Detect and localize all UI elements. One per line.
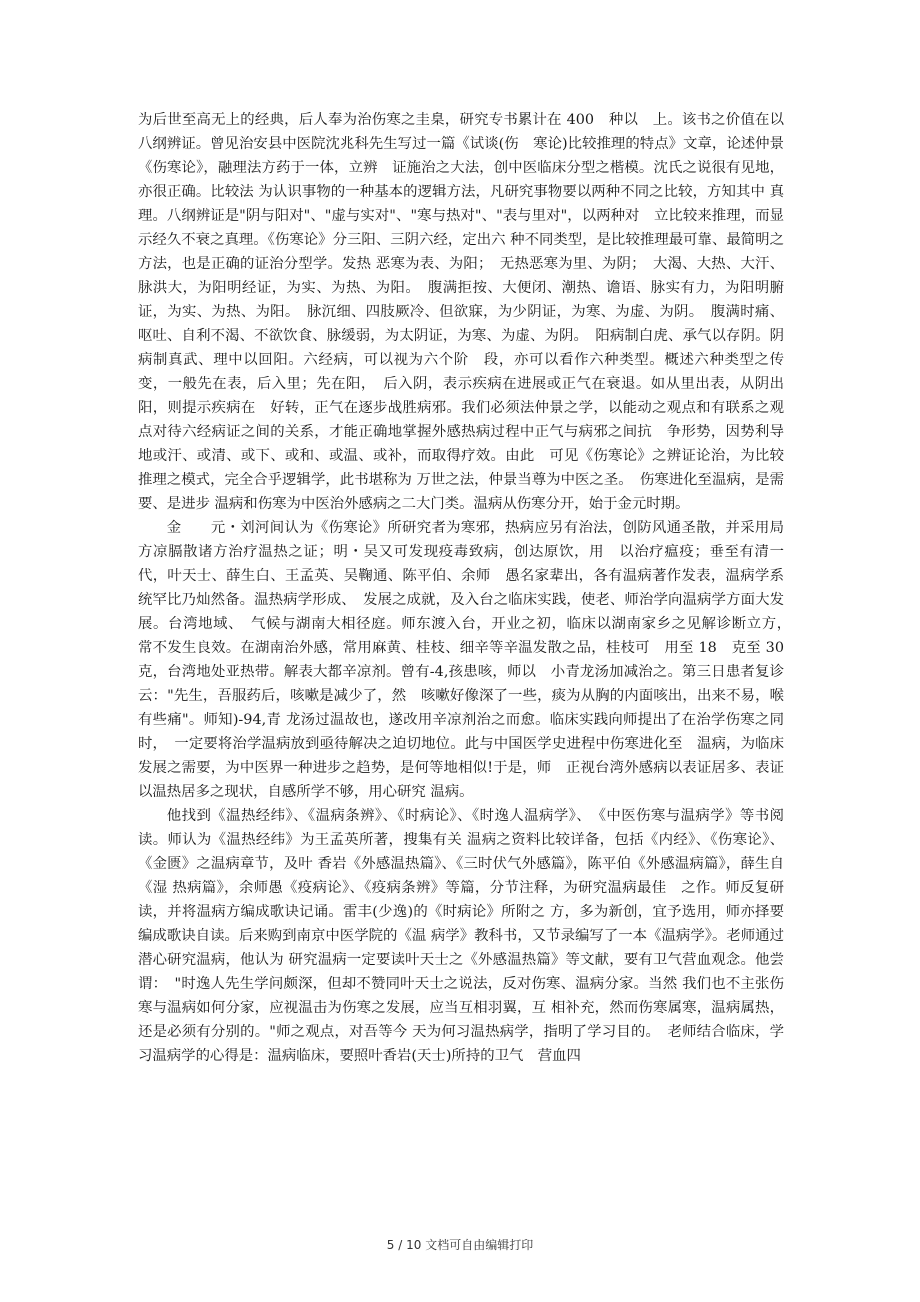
page-footer: 5 / 10 文档可自由编辑打印	[386, 1238, 534, 1252]
paragraph-3: 他找到《温热经纬》、《温病条辨》、《时病论》、《时逸人温病学》、 《中医伤寒与温病学》等书阅读。师认为《温热经纬》为王孟英所著，搜集有关 温病之资料比较详备，包括《内经》、《伤寒论》、《金匮》之温病章节，及叶 香岩《外感温热篇》、《三时伏气外感篇》，陈平伯《外感温病篇》，薛生自《湿 热病篇》，余师愚《疫病论》、《疫病条辨》等篇，分节注释，为研究温病最佳 之作。师反复研读，并将温病方编成歌诀记诵。雷丰(少逸)的《时病论》所附之 方，多为新创，宜予选用，师亦择要编成歌诀自读。后来购到南京中医学院的《温 病学》教科书，又节录编写了一本《温病学》。老师通过潜心研究温病，他认为 研究温病一定要读叶天士之《外感温热篇》等文献，要有卫气营血观念。他尝谓： "时逸人先生学问颇深，但却不赞同叶天士之说法，反对伤寒、温病分家。当然 我们也不主张伤寒与温病如何分家，应视温击为伤寒之发展，应当互相羽翼，互 相补充，然而伤寒属寒，温病属热，还是必须有分别的。"师之观点，对吾等今 天为何习温热病学，指明了学习目的。 老师结合临床，学习温病学的心得是：温病临床，要照叶香岩(天士)所持的卫气 营血四	[138, 808, 784, 1064]
paragraph-2: 金 元・刘河间认为《伤寒论》所研究者为寒邪，热病应另有治法，创防风通圣散，并采用局方凉膈散诸方治疗温热之证；明・吴又可发现疫毒致病，创达原饮，用 以治疗瘟疫；垂至有清一代，叶天士、薛生白、王孟英、吴鞠通、陈平伯、余师 愚名家辈出，各有温病著作发表，温病学系统罕比乃灿然备。温热病学形成、 发展之成就，及入台之临床实践，使老、师治学向温病学方面大发展。台湾地域、 气候与湖南大相径庭。师东渡入台，开业之初，临床以湖南家乡之见解诊断立方， 常不发生良效。在湖南治外感，常用麻黄、桂枝、细辛等辛温发散之品，桂枝可 用至 18 克至 30 克，台湾地处亚热带。解表大都辛凉剂。曾有-4,孩患咳，师以 小青龙汤加减治之。第三日患者复诊云："先生，吾服药后，咳嗽是减少了，然 咳嗽好像深了一些，痰为从胸的内面咳出，出来不易，喉有些痛"。师知)-94,青 龙汤过温故也，遂改用辛凉剂治之而愈。临床实践向师提出了在治学伤寒之同时， 一定要将治学温病放到亟待解决之迫切地位。此与中国医学史进程中伤寒进化至 温病，为临床发展之需要，为中医界一种进步之趋势，是何等地相似!于是，师 正视台湾外感病以表证居多、表证以温热居多之现状，自感所学不够，用心研究 温病。	[138, 520, 799, 800]
document-body	[138, 108, 799, 1068]
paragraph-1: 为后世至高无上的经典，后人奉为治伤寒之圭臬，研究专书累计在 400 种以 上。该书之价值在以八纲辨证。曾见治安县中医院沈兆科先生写过一篇《试谈(伤 寒论)比较推理的特点》文章，论述仲景《伤寒论》，融理法方药于一体，立辨 证施治之大法，创中医临床分型之楷模。沈氏之说很有见地，亦很正确。比较法 为认识事物的一种基本的逻辑方法，凡研究事物要以两种不同之比较，方知其中 真理。八纲辨证是"阴与阳对"、"虚与实对"、"寒与热对"、"表与里对"，以两种对 立比较来推理，而显示经久不衰之真理。《伤寒论》分三阳、三阴六经，定出六 种不同类型，是比较推理最可靠、最简明之方法，也是正确的证治分型学。发热 恶寒为表、为阳； 无热恶寒为里、为阴； 大渴、大热、大汗、脉洪大，为阳明经证，为实、为热、为阳。 腹满拒按、大便闭、潮热、谵语、脉实有力，为阳明腑证，为实、为热、为阳。 脉沉细、四肢厥冷、但欲寐，为少阴证，为寒、为虚、为阴。 腹满时痛、呕吐、自利不渴、不欲饮食、脉缓弱，为太阴证，为寒、为虚、为阴。 阳病制白虎、承气以存阴。阴病制真武、理中以回阳。六经病，可以视为六个阶 段，亦可以看作六种类型。概述六种类型之传变，一般先在表，后入里；先在阳， 后入阴，表示疾病在进展或正气在衰退。如从里出表，从阴出阳，则提示疾病在 好转，正气在逐步战胜病邪。我们必须法仲景之学，以能动之观点和有联系之观 点对待六经病证之间的关系，才能正确地掌握外感热病过程中正气与病邪之间抗 争形势，因势利导地或汗、或清、或下、或和、或温、或补，而取得疗效。由此 可见《伤寒论》之辨证论治，为比较推理之模式，完全合乎逻辑学，此书堪称为 万世之法，仲景当尊为中医之圣。 伤寒进化至温病，是需要、是进步 温病和伤寒为中医治外感病之二大门类。温病从伤寒分开，始于金元时期。	[138, 112, 799, 512]
